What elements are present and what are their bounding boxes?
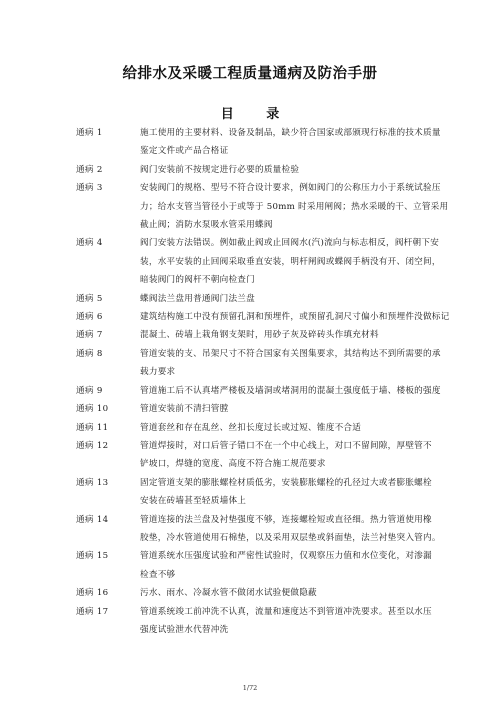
toc-entry-text xyxy=(140,290,440,308)
toc-entry-text xyxy=(140,547,440,584)
toc-entry-line: 安装阀门的规格、型号不符合设计要求，例如阀门的公称压力小于系统试验压 xyxy=(140,183,441,194)
toc-entry-line: 管道套丝和存在乱丝、丝扣长度过长或过短、锥度不合适 xyxy=(140,422,362,433)
toc-entry-text xyxy=(140,511,441,548)
toc-entry xyxy=(76,584,440,602)
toc-entry xyxy=(76,124,440,161)
toc-entry-line: 阀门安装方法错误。例如截止阀或止回阀水(汽)流向与标志相反，阀杆朝下安 xyxy=(140,238,440,249)
toc-entry-number: 通病 8 xyxy=(76,348,103,359)
toc-entry-line: 阀门安装前不按规定进行必要的质量检验 xyxy=(140,164,300,175)
toc-entry-number: 通病 6 xyxy=(76,312,103,323)
toc-entry-line: 暗装阀门的阀杆不朝向检查门 xyxy=(140,275,255,286)
toc-entry-number: 通病 10 xyxy=(76,404,109,415)
toc-heading: 目 录 xyxy=(220,107,294,122)
toc-entry-line: 管道施工后不认真堵严楼板及墙洞或堵洞用的混凝土强度低于墙、楼板的强度 xyxy=(140,385,441,396)
toc-entry xyxy=(76,345,440,382)
toc-entry-number: 通病 2 xyxy=(76,164,103,175)
table-of-contents xyxy=(76,124,450,639)
page-number: 1/72 xyxy=(242,684,258,692)
toc-entry-number: 通病 17 xyxy=(76,606,109,617)
toc-entry-line: 固定管道支架的膨胀螺栓材质低劣，安装膨胀螺栓的孔径过大或者膨胀螺栓 xyxy=(140,477,432,488)
toc-entry-line: 强度试验泄水代替冲洗 xyxy=(140,624,229,635)
toc-entry-line: 混凝土、砖墙上栽角钢支架时，用砂子灰及碎砖头作填充材料 xyxy=(140,330,379,341)
toc-entry-line: 铲坡口，焊缝的宽度、高度不符合施工规范要求 xyxy=(140,459,326,470)
toc-entry xyxy=(76,474,440,511)
toc-entry-number: 通病 12 xyxy=(76,440,109,451)
toc-entry xyxy=(76,179,449,234)
toc-entry xyxy=(76,437,440,474)
toc-entry-text xyxy=(140,474,440,511)
toc-entry-line: 建筑结构施工中没有预留孔洞和预埋件，或预留孔洞尺寸偏小和预埋件没做标记 xyxy=(140,312,450,323)
toc-entry-text xyxy=(140,437,440,474)
toc-entry-line: 管道焊接时，对口后管子错口不在一个中心线上，对口不留间隙，厚壁管不 xyxy=(140,440,432,451)
toc-entry-text xyxy=(140,584,440,602)
toc-entry-number: 通病 11 xyxy=(76,422,109,433)
toc-entry xyxy=(76,547,440,584)
toc-entry-number: 通病 9 xyxy=(76,385,103,396)
toc-entry-line: 载力要求 xyxy=(140,367,176,378)
toc-entry-line: 安装在砖墙甚至轻质墙体上 xyxy=(140,496,247,507)
toc-entry-line: 污水、雨水、冷凝水管不做闭水试验便做隐蔽 xyxy=(140,588,317,599)
toc-entry-text xyxy=(140,326,440,344)
toc-entry xyxy=(76,511,440,548)
toc-entry-number: 通病 5 xyxy=(76,293,103,304)
toc-entry-number: 通病 4 xyxy=(76,238,103,249)
toc-entry-line: 检查不够 xyxy=(140,569,176,580)
toc-entry xyxy=(76,382,440,400)
toc-entry-line: 管道安装的支、吊架尺寸不符合国家有关图集要求，其结构达不到所需要的承 xyxy=(140,348,441,359)
toc-entry xyxy=(76,400,440,418)
toc-entry-text xyxy=(140,234,441,289)
toc-entry-text xyxy=(140,161,440,179)
toc-entry-text xyxy=(140,400,440,418)
toc-entry-text xyxy=(140,124,441,161)
toc-entry-line: 装，水平安装的止回阀采取垂直安装，明杆闸阀或蝶阀手柄没有开、闭空间， xyxy=(140,256,441,267)
toc-entry-line: 管道系统水压强度试验和严密性试验时，仅观察压力值和水位变化，对渗漏 xyxy=(140,551,432,562)
toc-entry xyxy=(76,234,440,289)
toc-entry-line: 施工使用的主要材料、设备及制品，缺少符合国家或部颁现行标准的技术质量 xyxy=(140,128,441,138)
toc-entry-number: 通病 15 xyxy=(76,551,109,562)
toc-entry-line: 截止阀；消防水泵吸水管采用蝶阀 xyxy=(140,220,273,231)
toc-entry-line: 管道系统竣工前冲洗不认真，流量和速度达不到管道冲洗要求。甚至以水压 xyxy=(140,606,432,617)
toc-entry xyxy=(76,290,440,308)
toc-entry-line: 力；给水支管当管径小于或等于 50mm 时采用闸阀；热水采暖的干、立管采用 xyxy=(140,201,449,212)
toc-entry-number: 通病 7 xyxy=(76,330,103,341)
toc-entry-text xyxy=(140,179,448,234)
toc-entry-number: 通病 14 xyxy=(76,514,109,525)
toc-entry-line: 管道安装前不清扫管膛 xyxy=(140,404,229,415)
toc-entry-text xyxy=(140,382,441,400)
toc-entry-line: 胶垫，冷水管道使用石棉垫，以及采用双层垫或斜面垫，法兰衬垫突入管内。 xyxy=(140,532,441,543)
toc-entry-number: 通病 16 xyxy=(76,588,109,599)
toc-entry-text xyxy=(140,345,441,382)
toc-entry-line: 管道连接的法兰盘及衬垫强度不够，连接螺栓短或直径细。热力管道使用橡 xyxy=(140,514,432,525)
toc-entry xyxy=(76,419,440,437)
toc-entry-text xyxy=(140,419,440,437)
toc-entry-number: 通病 3 xyxy=(76,183,103,194)
toc-entry-line: 蝶阀法兰盘用普通阀门法兰盘 xyxy=(140,293,255,304)
toc-entry-number: 通病 1 xyxy=(76,128,103,138)
toc-entry-text xyxy=(140,603,440,640)
toc-entry-line: 鉴定文件或产品合格证 xyxy=(140,146,229,157)
toc-entry-text xyxy=(140,308,450,326)
toc-entry xyxy=(76,161,440,179)
toc-entry xyxy=(76,603,440,640)
toc-entry xyxy=(76,326,440,344)
toc-entry xyxy=(76,308,450,326)
document-title: 给排水及采暖工程质量通病及防治手册 xyxy=(122,65,378,82)
toc-entry-number: 通病 13 xyxy=(76,477,109,488)
